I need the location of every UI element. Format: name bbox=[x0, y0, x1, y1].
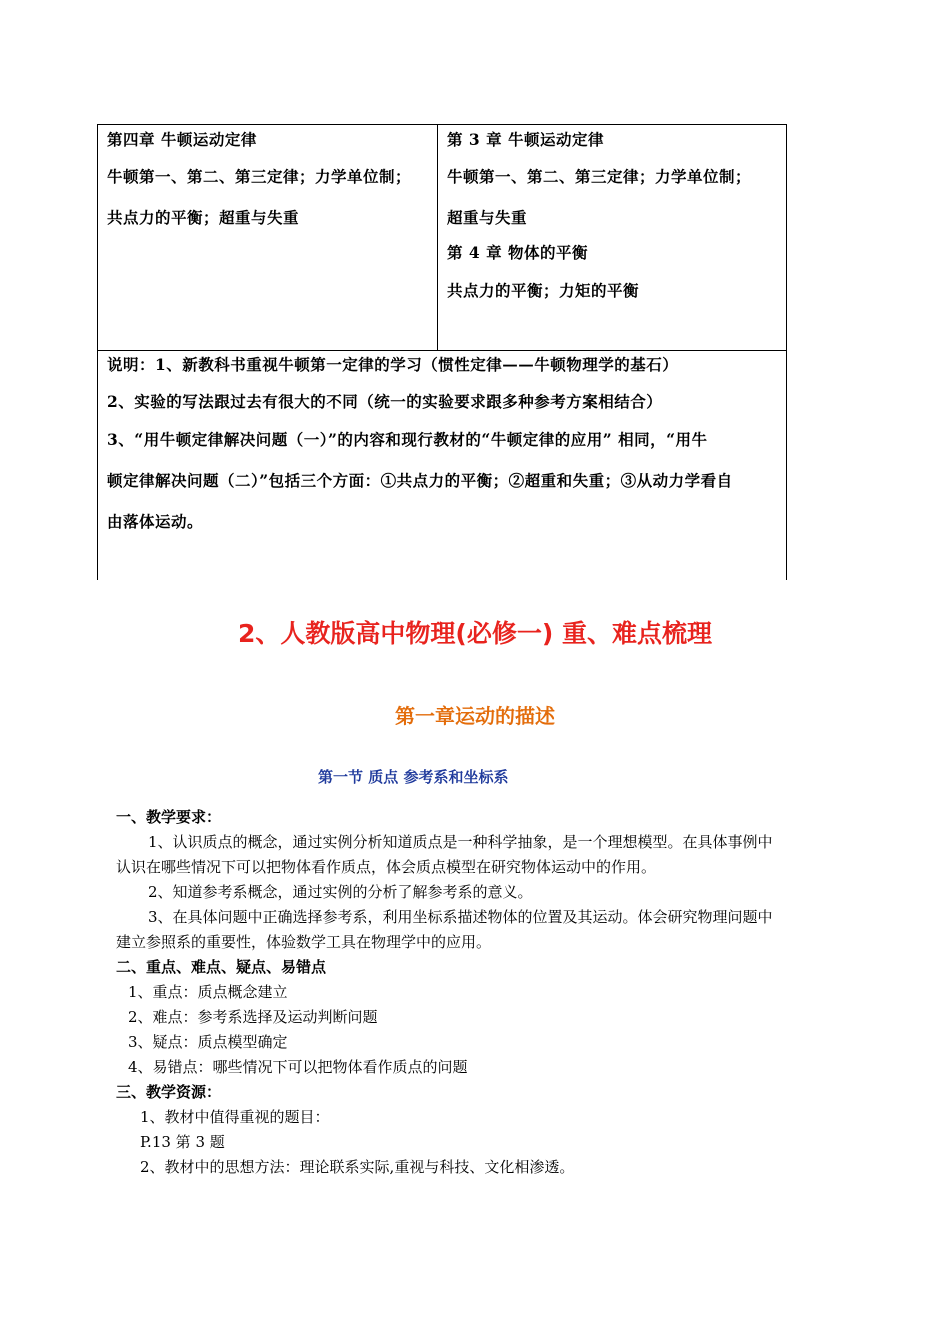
list-item: 3、疑点：质点模型确定 bbox=[128, 1033, 288, 1051]
paragraph-line: 认识在哪些情况下可以把物体看作质点，体会质点模型在研究物体运动中的作用。 bbox=[116, 858, 657, 876]
right-cell-line: 牛顿第一、第二、第三定律；力学单位制； bbox=[447, 167, 752, 186]
list-item: 2、教材中的思想方法：理论联系实际,重视与科技、文化相渗透。 bbox=[140, 1158, 575, 1176]
paragraph-line: 3、在具体问题中正确选择参考系，利用坐标系描述物体的位置及其运动。体会研究物理问题中 bbox=[148, 908, 773, 926]
note-line: 说明：1、新教科书重视牛顿第一定律的学习（惯性定律——牛顿物理学的基石） bbox=[107, 355, 679, 374]
table-row-divider bbox=[97, 350, 787, 351]
left-cell-line: 共点力的平衡；超重与失重 bbox=[107, 208, 300, 227]
right-cell-line: 超重与失重 bbox=[447, 208, 528, 227]
main-heading: 2、人教版高中物理(必修一) 重、难点梳理 bbox=[238, 619, 712, 648]
note-line: 由落体运动。 bbox=[107, 512, 204, 531]
list-item: 2、难点：参考系选择及运动判断问题 bbox=[128, 1008, 378, 1026]
paragraph-line: 建立参照系的重要性，体验数学工具在物理学中的应用。 bbox=[116, 933, 492, 951]
list-item: 1、重点：质点概念建立 bbox=[128, 983, 288, 1001]
note-line: 2、实验的写法跟过去有很大的不同（统一的实验要求跟多种参考方案相结合） bbox=[107, 392, 663, 411]
table-middle-divider bbox=[437, 124, 438, 350]
comparison-table bbox=[97, 124, 787, 580]
note-line: 顿定律解决问题（二）”包括三个方面：①共点力的平衡；②超重和失重；③从动力学看自 bbox=[107, 471, 733, 490]
section-heading: 第一节 质点 参考系和坐标系 bbox=[318, 768, 509, 786]
section-title: 二、重点、难点、疑点、易错点 bbox=[116, 958, 327, 976]
note-line: 3、“用牛顿定律解决问题（一）”的内容和现行教材的“牛顿定律的应用” 相同，“用牛 bbox=[107, 430, 708, 449]
left-cell-line: 第四章 牛顿运动定律 bbox=[107, 130, 257, 149]
right-cell-line: 第 3 章 牛顿运动定律 bbox=[447, 130, 604, 149]
list-item: 1、教材中值得重视的题目： bbox=[140, 1108, 330, 1126]
chapter-heading: 第一章运动的描述 bbox=[395, 704, 555, 728]
list-item: 4、易错点：哪些情况下可以把物体看作质点的问题 bbox=[128, 1058, 468, 1076]
left-cell-line: 牛顿第一、第二、第三定律；力学单位制； bbox=[107, 167, 412, 186]
section-title: 三、教学资源： bbox=[116, 1083, 222, 1101]
paragraph-line: 2、知道参考系概念，通过实例的分析了解参考系的意义。 bbox=[148, 883, 533, 901]
list-item-detail: P.13 第 3 题 bbox=[140, 1133, 225, 1151]
paragraph-line: 1、认识质点的概念，通过实例分析知道质点是一种科学抽象，是一个理想模型。在具体事例中 bbox=[148, 833, 773, 851]
table-left-border bbox=[97, 124, 98, 580]
table-right-border bbox=[786, 124, 787, 580]
table-top-border bbox=[97, 124, 787, 125]
right-cell-line: 共点力的平衡；力矩的平衡 bbox=[447, 281, 640, 300]
right-cell-line: 第 4 章 物体的平衡 bbox=[447, 243, 588, 262]
section-title: 一、教学要求： bbox=[116, 808, 222, 826]
